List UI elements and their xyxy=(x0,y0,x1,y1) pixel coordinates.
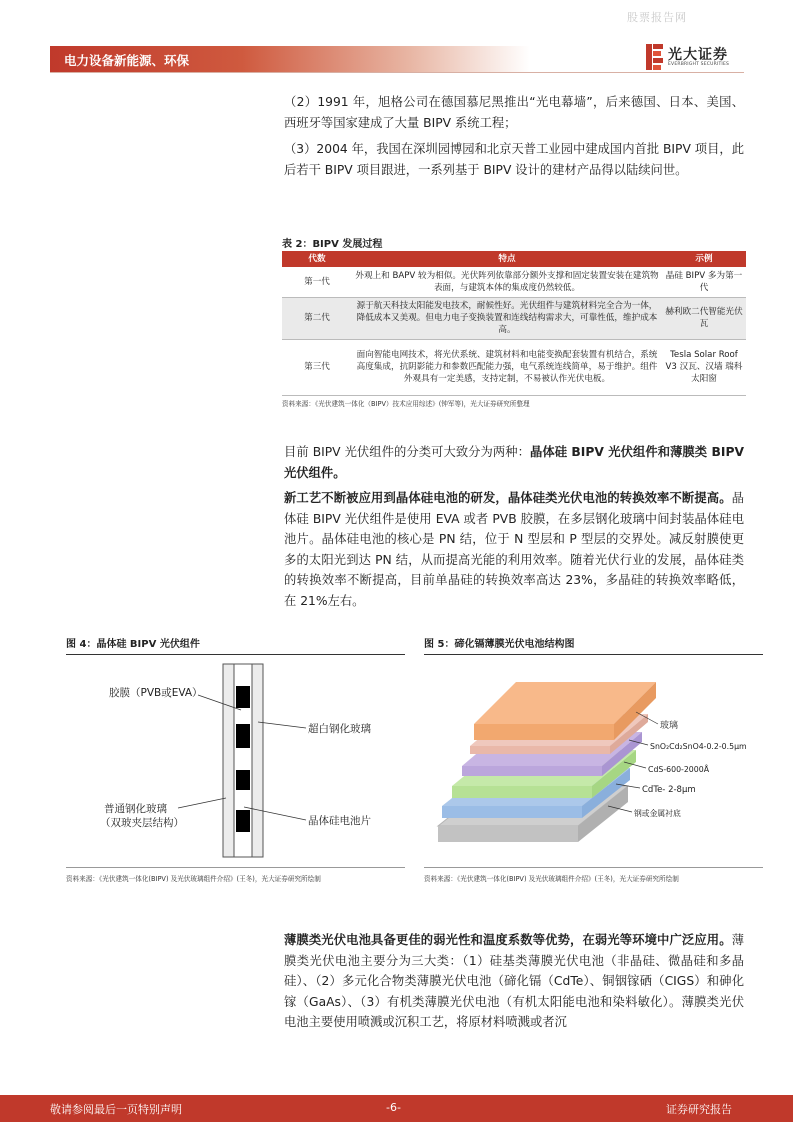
table-row xyxy=(282,297,746,339)
table-cell-example: Tesla Solar Roof V3 汉瓦、汉墙 瑞科太阳窗 xyxy=(662,339,746,395)
figure-5-source: 资料来源：《光伏建筑一体化(BIPV) 及光伏玻璃组件介绍》(王冬)，光大证券研究所绘制 xyxy=(424,875,679,883)
figure-4-source: 资料来源：《光伏建筑一体化(BIPV) 及光伏玻璃组件介绍》(王冬)，光大证券研究所绘制 xyxy=(66,875,321,883)
logo-name-en: EVERBRIGHT SECURITIES xyxy=(668,62,730,67)
glass-layer-front xyxy=(474,724,614,740)
logo-mark-icon xyxy=(646,44,664,70)
crystalline-paragraph xyxy=(284,488,744,611)
normal-glass-layer xyxy=(252,664,263,857)
crystalline-text: 晶体硅 BIPV 光伏组件是使用 EVA 或者 PVB 胶膜，在多层钢化玻璃中间封装晶体硅电池片。晶体硅电池的核心是 PN 结，位于 N 型层和 P 型层的交界处。减反射膜使更多的太阳光到达 PN 结，从而提高光能的利用效率。随着光伏行业的发展，晶体硅类的转换效率不断提高，目前单晶硅的转换效率高达 23%，多晶硅的转换效率略低，在 21%左右。 xyxy=(284,491,744,608)
section-title: 电力设备新能源、环保 xyxy=(64,53,190,68)
table-header-example: 示例 xyxy=(662,251,746,267)
ultra-glass-layer xyxy=(223,664,234,857)
normal-glass-pointer xyxy=(178,798,226,808)
table-cell-feature: 外观上和 BAPV 较为相似。光伏阵列依靠部分额外支撑和固定装置安装在建筑物表面，与建筑本体的集成度仍然较低。 xyxy=(352,267,662,297)
table-row xyxy=(282,267,746,297)
cell-block xyxy=(236,686,250,708)
table-source: 资料来源：《光伏建筑一体化（BIPV）技术应用综述》(钟军等)，光大证券研究所整理 xyxy=(282,400,530,408)
header-band xyxy=(50,46,530,72)
layer-label: CdS-600-2000Å xyxy=(648,765,710,774)
logo-name-cn: 光大证券 xyxy=(668,47,728,63)
figure-5-title: 图 5：碲化镉薄膜光伏电池结构图 xyxy=(424,639,575,650)
history-paragraph-1: （2）1991 年，旭格公司在德国慕尼黑推出“光电幕墙”，后来德国、日本、美国、西班牙等国家建成了大量 BIPV 系统工程； xyxy=(284,95,744,130)
table-cell-generation: 第二代 xyxy=(282,297,352,339)
table-header-feature: 特点 xyxy=(352,251,662,267)
figure-4-title: 图 4：晶体硅 BIPV 光伏组件 xyxy=(66,639,200,650)
tco-layer-front xyxy=(470,746,610,754)
crystalline-bold: 新工艺不断被应用到晶体硅电池的研发，晶体硅类光伏电池的转换效率不断提高。 xyxy=(284,491,732,505)
film-label: 胶膜（PVB或EVA） xyxy=(109,687,203,699)
cds-layer-front xyxy=(462,766,602,776)
normal-glass-label-2: （双玻夹层结构） xyxy=(100,817,184,829)
table-header-generation: 代数 xyxy=(282,251,352,267)
figure-5-bottom-rule xyxy=(424,867,763,868)
figure-4-diagram xyxy=(66,660,405,865)
classification-bold: 晶体硅 BIPV 光伏组件和薄膜类 BIPV 光伏组件。 xyxy=(284,445,744,480)
report-type: 证券研究报告 xyxy=(666,1103,732,1116)
substrate-layer-front xyxy=(442,806,582,818)
thin-film-text: 薄膜类光伏电池主要分为三大类：（1）硅基类薄膜光伏电池（非晶硅、微晶硅和多晶硅）、（2）多元化合物类薄膜光伏电池（碲化镉（CdTe）、铜铟镓硒（CIGS）和砷化镓（GaAs）、（3）有机类薄膜光伏电池（有机太阳能电池和染料敏化）。薄膜类光伏电池主要使用喷溅或沉积工艺，将原材料喷溅或者沉 xyxy=(284,933,744,1029)
cell-block xyxy=(236,770,250,790)
normal-glass-label-1: 普通钢化玻璃 xyxy=(104,803,167,815)
cdte-layer-front xyxy=(452,786,592,798)
figure-4-bottom-rule xyxy=(66,867,405,868)
layer-label: 玻璃 xyxy=(660,721,679,731)
table-cell-generation: 第一代 xyxy=(282,267,352,297)
classification-paragraph xyxy=(284,442,744,483)
footer-band xyxy=(0,1095,793,1122)
classification-lead: 目前 BIPV 光伏组件的分类可大致分为两种： xyxy=(284,445,530,459)
company-logo xyxy=(646,44,746,72)
thin-film-paragraph xyxy=(284,930,744,1033)
cell-block xyxy=(236,810,250,832)
table-cell-example: 赫利欧二代智能光伏瓦 xyxy=(662,297,746,339)
header-divider xyxy=(50,72,744,73)
ultra-glass-label: 超白钢化玻璃 xyxy=(308,723,371,735)
layer-label: CdTe- 2-8μm xyxy=(642,785,696,795)
table-cell-feature: 面向智能电网技术，将光伏系统、建筑材料和电能变换配套装置有机结合，系统高度集成，抗阴影能力和参数匹配能力强，电气系统连线简单，易于维护。组件外观具有一定美感，支持定制，不易被认作光伏电板。 xyxy=(352,339,662,395)
figure-4-rule xyxy=(66,654,405,655)
thin-film-bold: 薄膜类光伏电池具备更佳的弱光性和温度系数等优势，在弱光等环境中广泛应用。 xyxy=(284,933,732,947)
layer-label: 钢或金属衬底 xyxy=(634,809,681,818)
cell-label: 晶体硅电池片 xyxy=(308,815,371,827)
table-cell-feature: 源于航天科技太阳能发电技术，耐候性好。光伏组件与建筑材料完全合为一体，降低成本又美观。但电力电子变换装置和连线结构需求大，可靠性低，维护成本高。 xyxy=(352,297,662,339)
figure-5-diagram xyxy=(424,660,763,865)
table-row xyxy=(282,339,746,395)
table-cell-example: 晶硅 BIPV 多为第一代 xyxy=(662,267,746,297)
bipv-development-table xyxy=(282,251,746,396)
watermark: 股票报告网 xyxy=(627,11,687,24)
figure-5-rule xyxy=(424,654,763,655)
table-title: 表 2：BIPV 发展过程 xyxy=(282,239,383,250)
ultra-glass-pointer xyxy=(258,722,306,728)
table-cell-generation: 第三代 xyxy=(282,339,352,395)
base-layer-front xyxy=(438,826,578,842)
page-number: -6- xyxy=(386,1101,401,1114)
history-paragraph-2: （3）2004 年，我国在深圳园博园和北京天普工业园中建成国内首批 BIPV 项目，此后若干 BIPV 项目跟进，一系列基于 BIPV 设计的建材产品得以陆续问世。 xyxy=(284,142,744,177)
layer-label: SnO₂Cd₂SnO4-0.2-0.5μm xyxy=(650,742,747,751)
cell-block xyxy=(236,724,250,748)
disclaimer-notice: 敬请参阅最后一页特别声明 xyxy=(50,1103,182,1116)
